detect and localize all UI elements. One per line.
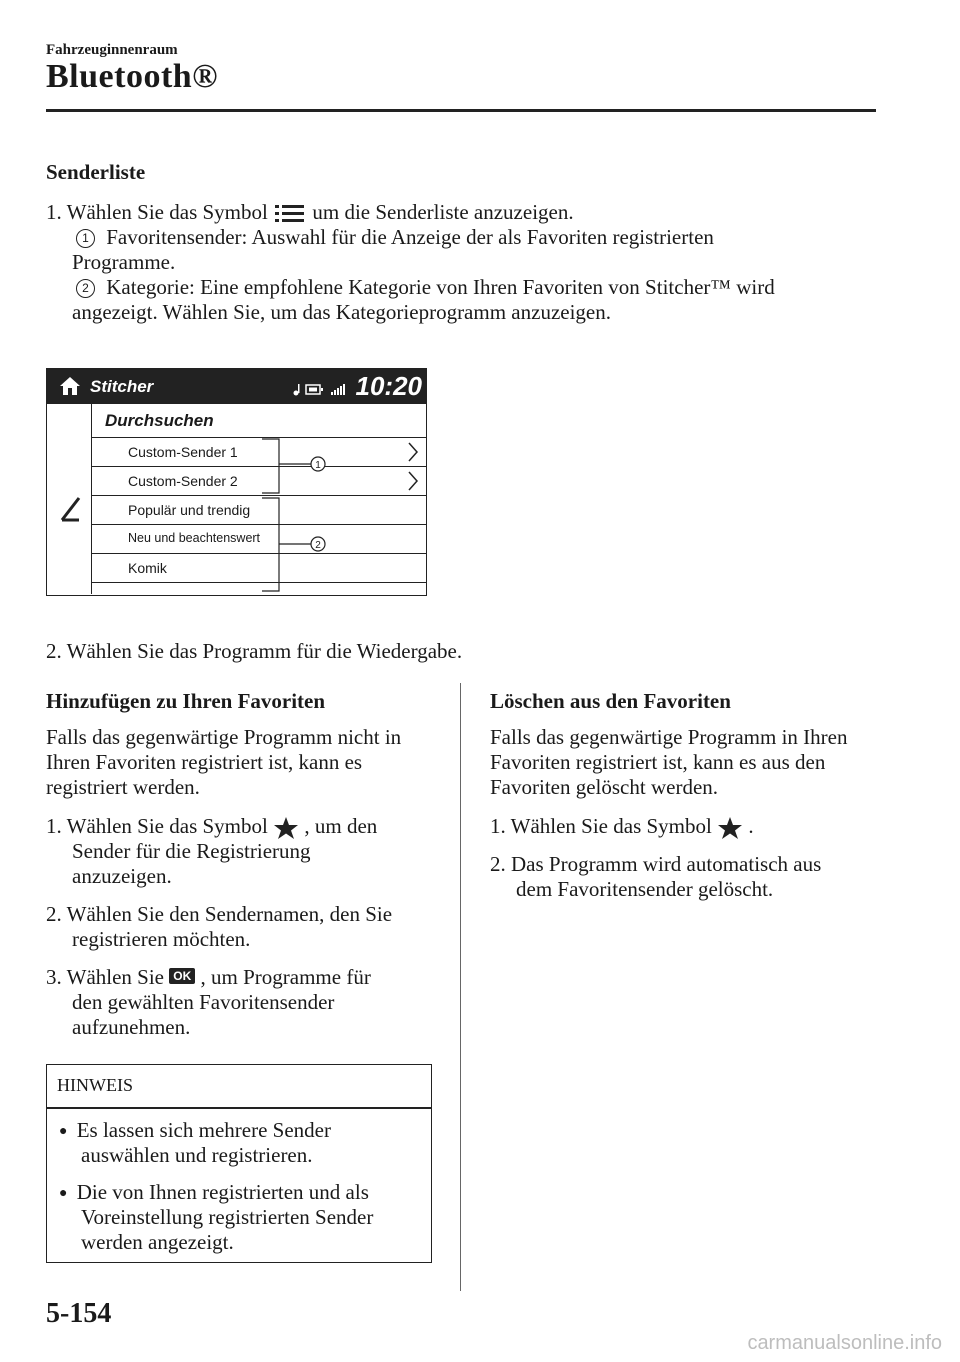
add-favorites-intro-1: Falls das gegenwärtige Programm nicht in xyxy=(46,725,402,749)
star-icon xyxy=(717,816,743,840)
bullet-icon: ● xyxy=(59,1124,68,1139)
senderliste-step-2 xyxy=(46,638,462,664)
app-title: Stitcher xyxy=(90,377,154,396)
star-icon xyxy=(273,816,299,840)
add-favorites-heading: Hinzufügen zu Ihren Favoriten xyxy=(46,689,326,713)
remove-step-1 xyxy=(490,813,754,840)
note-bullet-1 xyxy=(59,1117,331,1145)
step-text: Das Programm wird automatisch aus xyxy=(511,852,822,876)
step-number: 3. xyxy=(46,965,62,989)
remove-favorites-heading: Löschen aus den Favoriten xyxy=(490,689,731,713)
callout-2-label: 2 xyxy=(315,540,321,551)
step-number: 2. xyxy=(46,902,62,926)
step-number: 1. xyxy=(46,814,62,838)
row-label: Komik xyxy=(128,560,167,576)
note-bullet-2 xyxy=(59,1179,369,1207)
item-2-line-1 xyxy=(76,274,775,300)
remove-step-2 xyxy=(490,851,821,877)
add-step-1 xyxy=(46,813,377,840)
column-divider xyxy=(460,683,461,1291)
add-step-2 xyxy=(46,901,392,927)
step-text-pre: Wählen Sie das Symbol xyxy=(510,814,712,838)
clock: 10:20 xyxy=(355,371,422,401)
row-label: Custom-Sender 2 xyxy=(128,473,238,489)
step-text-post: , um Programme für xyxy=(200,965,371,989)
add-step-3-line-3: aufzunehmen. xyxy=(72,1015,191,1039)
step-text: Wählen Sie das Programm für die Wiedergabe. xyxy=(66,639,463,663)
item-2-text: Kategorie: Eine empfohlene Kategorie von Ihren Favoriten von Stitcher™ wird xyxy=(106,275,775,299)
step-text-post: , um den xyxy=(304,814,378,838)
chevron-right-icon xyxy=(409,472,417,490)
chevron-right-icon xyxy=(409,443,417,461)
remove-favorites-intro-2: Favoriten registriert ist, kann es aus den xyxy=(490,750,826,774)
list-heading: Durchsuchen xyxy=(105,411,214,430)
add-favorites-intro-2: Ihren Favoriten registriert ist, kann es xyxy=(46,750,363,774)
note-bullet-2-line-2: Voreinstellung registrierten Sender xyxy=(81,1205,374,1229)
row-label: Custom-Sender 1 xyxy=(128,444,238,460)
remove-step-2-line-2: dem Favoritensender gelöscht. xyxy=(516,877,774,901)
bullet-icon: ● xyxy=(59,1186,68,1201)
page-number: 5-154 xyxy=(46,1298,112,1329)
section-label: Fahrzeuginnenraum xyxy=(46,42,178,58)
add-step-3-line-2: den gewählten Favoritensender xyxy=(72,990,335,1014)
row-label: Neu und beachtenswert xyxy=(128,531,261,545)
step-text: Wählen Sie den Sendernamen, den Sie xyxy=(66,902,393,926)
step-text-pre: Wählen Sie xyxy=(66,965,165,989)
bracket-1 xyxy=(262,439,279,493)
note-bullet-1-line-2: auswählen und registrieren. xyxy=(81,1143,313,1167)
senderliste-step-1 xyxy=(46,199,574,226)
bullet-text: Es lassen sich mehrere Sender xyxy=(76,1118,331,1142)
add-step-1-line-3: anzuzeigen. xyxy=(72,864,172,888)
add-step-1-line-2: Sender für die Registrierung xyxy=(72,839,311,863)
senderliste-heading: Senderliste xyxy=(46,160,146,184)
step-number: 1. xyxy=(46,200,62,224)
callout-1-marker: 1 xyxy=(76,229,95,248)
step-text-post: um die Senderliste anzuzeigen. xyxy=(312,200,574,224)
list-icon xyxy=(273,202,307,226)
add-step-2-line-2: registrieren möchten. xyxy=(72,927,251,951)
row-label: Populär und trendig xyxy=(128,502,251,518)
step-number: 2. xyxy=(490,852,506,876)
add-step-3 xyxy=(46,964,371,990)
ok-icon: OK xyxy=(169,968,195,984)
item-1-line-1 xyxy=(76,224,714,250)
bracket-2 xyxy=(262,498,279,591)
title-rule xyxy=(46,109,876,112)
callout-2-marker: 2 xyxy=(76,279,95,298)
step-number: 2. xyxy=(46,639,62,663)
callout-overlay xyxy=(47,369,426,595)
step-text-pre: Wählen Sie das Symbol xyxy=(66,814,268,838)
note-box xyxy=(46,1064,432,1263)
note-rule xyxy=(47,1107,431,1109)
note-bullet-2-line-3: werden angezeigt. xyxy=(81,1230,234,1254)
step-number: 1. xyxy=(490,814,506,838)
callout-1-label: 1 xyxy=(315,460,321,471)
page-title: Bluetooth® xyxy=(46,58,219,95)
step-text-pre: Wählen Sie das Symbol xyxy=(66,200,268,224)
step-text-post: . xyxy=(748,814,754,838)
item-2-line-2: angezeigt. Wählen Sie, um das Kategorieprogramm anzuzeigen. xyxy=(72,300,611,324)
item-1-text: Favoritensender: Auswahl für die Anzeige der als Favoriten registrierten xyxy=(106,225,714,249)
watermark: carmanualsonline.info xyxy=(747,1332,942,1354)
bullet-text: Die von Ihnen registrierten und als xyxy=(76,1180,369,1204)
note-heading: HINWEIS xyxy=(57,1075,133,1095)
stitcher-screen xyxy=(46,368,427,596)
remove-favorites-intro-3: Favoriten gelöscht werden. xyxy=(490,775,719,799)
remove-favorites-intro-1: Falls das gegenwärtige Programm in Ihren xyxy=(490,725,848,749)
item-1-line-2: Programme. xyxy=(72,250,176,274)
add-favorites-intro-3: registriert werden. xyxy=(46,775,200,799)
